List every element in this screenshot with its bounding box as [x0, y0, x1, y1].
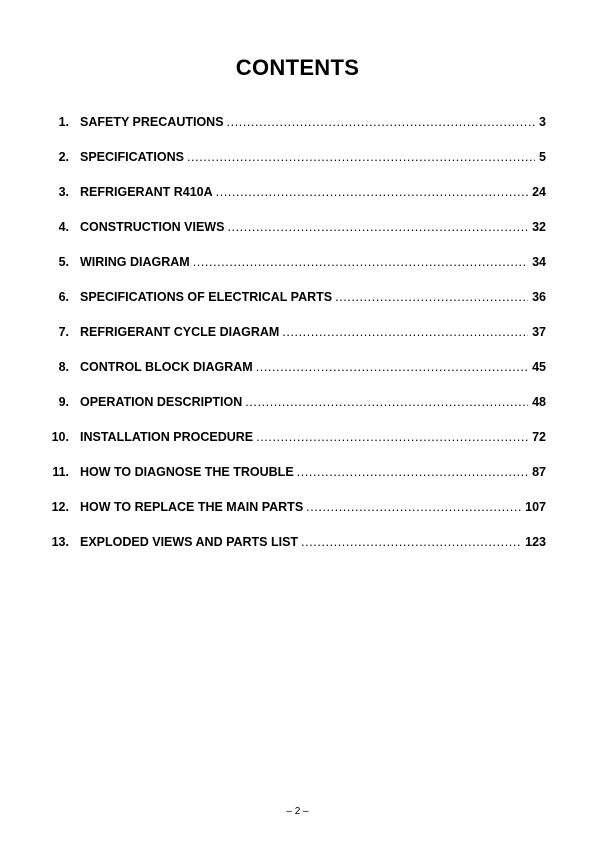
- toc-entry-label: CONSTRUCTION VIEWS: [80, 220, 225, 234]
- toc-entry[interactable]: [40, 219, 546, 254]
- dot-leader: [306, 499, 521, 515]
- toc-entry-label: OPERATION DESCRIPTION: [80, 395, 243, 409]
- toc-entry-label: INSTALLATION PROCEDURE: [80, 430, 254, 444]
- dot-leader: [187, 149, 535, 165]
- toc-entry-label: SPECIFICATIONS OF ELECTRICAL PARTS: [80, 290, 333, 304]
- page-title: CONTENTS: [235, 55, 360, 80]
- toc-entry-page: 87: [532, 465, 546, 479]
- table-of-contents: [40, 114, 546, 569]
- toc-entry[interactable]: [40, 324, 546, 359]
- toc-entry-number: 4.: [58, 220, 69, 234]
- toc-entry-page: 45: [532, 360, 546, 374]
- toc-entry[interactable]: [40, 114, 546, 149]
- toc-entry-page: 3: [539, 115, 546, 129]
- toc-entry-page: 123: [525, 535, 546, 549]
- toc-entry-label: SPECIFICATIONS: [80, 150, 184, 164]
- dot-leader: [256, 429, 528, 445]
- dot-leader: [301, 534, 521, 550]
- toc-entry-number: 10.: [51, 430, 69, 444]
- toc-entry-label: SAFETY PRECAUTIONS: [80, 115, 224, 129]
- toc-entry-number: 1.: [58, 115, 69, 129]
- toc-entry-number: 11.: [52, 465, 69, 479]
- toc-entry-page: 36: [532, 290, 546, 304]
- toc-entry-page: 24: [532, 185, 546, 199]
- toc-entry-label: HOW TO DIAGNOSE THE TROUBLE: [80, 465, 294, 479]
- toc-entry-number: 5.: [58, 255, 69, 269]
- toc-entry-number: 2.: [58, 150, 69, 164]
- toc-entry-page: 48: [532, 395, 546, 409]
- toc-entry[interactable]: [40, 149, 546, 184]
- toc-entry-label: HOW TO REPLACE THE MAIN PARTS: [80, 500, 304, 514]
- dot-leader: [282, 324, 528, 340]
- toc-entry-number: 7.: [58, 325, 69, 339]
- toc-entry-number: 12.: [51, 500, 69, 514]
- toc-entry[interactable]: [40, 394, 546, 429]
- toc-entry[interactable]: [40, 499, 546, 534]
- dot-leader: [245, 394, 528, 410]
- toc-entry[interactable]: [40, 464, 546, 499]
- toc-entry-number: 8.: [58, 360, 69, 374]
- toc-entry-page: 32: [532, 220, 546, 234]
- toc-entry[interactable]: [40, 429, 546, 464]
- dot-leader: [216, 184, 528, 200]
- dot-leader: [227, 114, 536, 130]
- toc-entry[interactable]: [40, 184, 546, 219]
- dot-leader: [297, 464, 528, 480]
- toc-entry-label: REFRIGERANT CYCLE DIAGRAM: [80, 325, 280, 339]
- toc-entry-label: EXPLODED VIEWS AND PARTS LIST: [80, 535, 299, 549]
- toc-entry-number: 13.: [51, 535, 69, 549]
- toc-entry-page: 72: [532, 430, 546, 444]
- toc-entry-number: 6.: [58, 290, 69, 304]
- toc-entry-label: REFRIGERANT R410A: [80, 185, 213, 199]
- dot-leader: [256, 359, 528, 375]
- dot-leader: [227, 219, 528, 235]
- toc-entry[interactable]: [40, 289, 546, 324]
- toc-entry-page: 5: [539, 150, 546, 164]
- toc-entry-label: CONTROL BLOCK DIAGRAM: [80, 360, 253, 374]
- toc-entry-page: 37: [532, 325, 546, 339]
- toc-entry[interactable]: [40, 359, 546, 394]
- dot-leader: [335, 289, 528, 305]
- dot-leader: [193, 254, 528, 270]
- toc-entry-label: WIRING DIAGRAM: [80, 255, 190, 269]
- page-number: – 2 –: [286, 806, 309, 817]
- toc-entry-number: 3.: [58, 185, 69, 199]
- toc-entry[interactable]: [40, 534, 546, 569]
- toc-entry[interactable]: [40, 254, 546, 289]
- toc-entry-number: 9.: [58, 395, 69, 409]
- toc-entry-page: 34: [532, 255, 546, 269]
- toc-entry-page: 107: [525, 500, 546, 514]
